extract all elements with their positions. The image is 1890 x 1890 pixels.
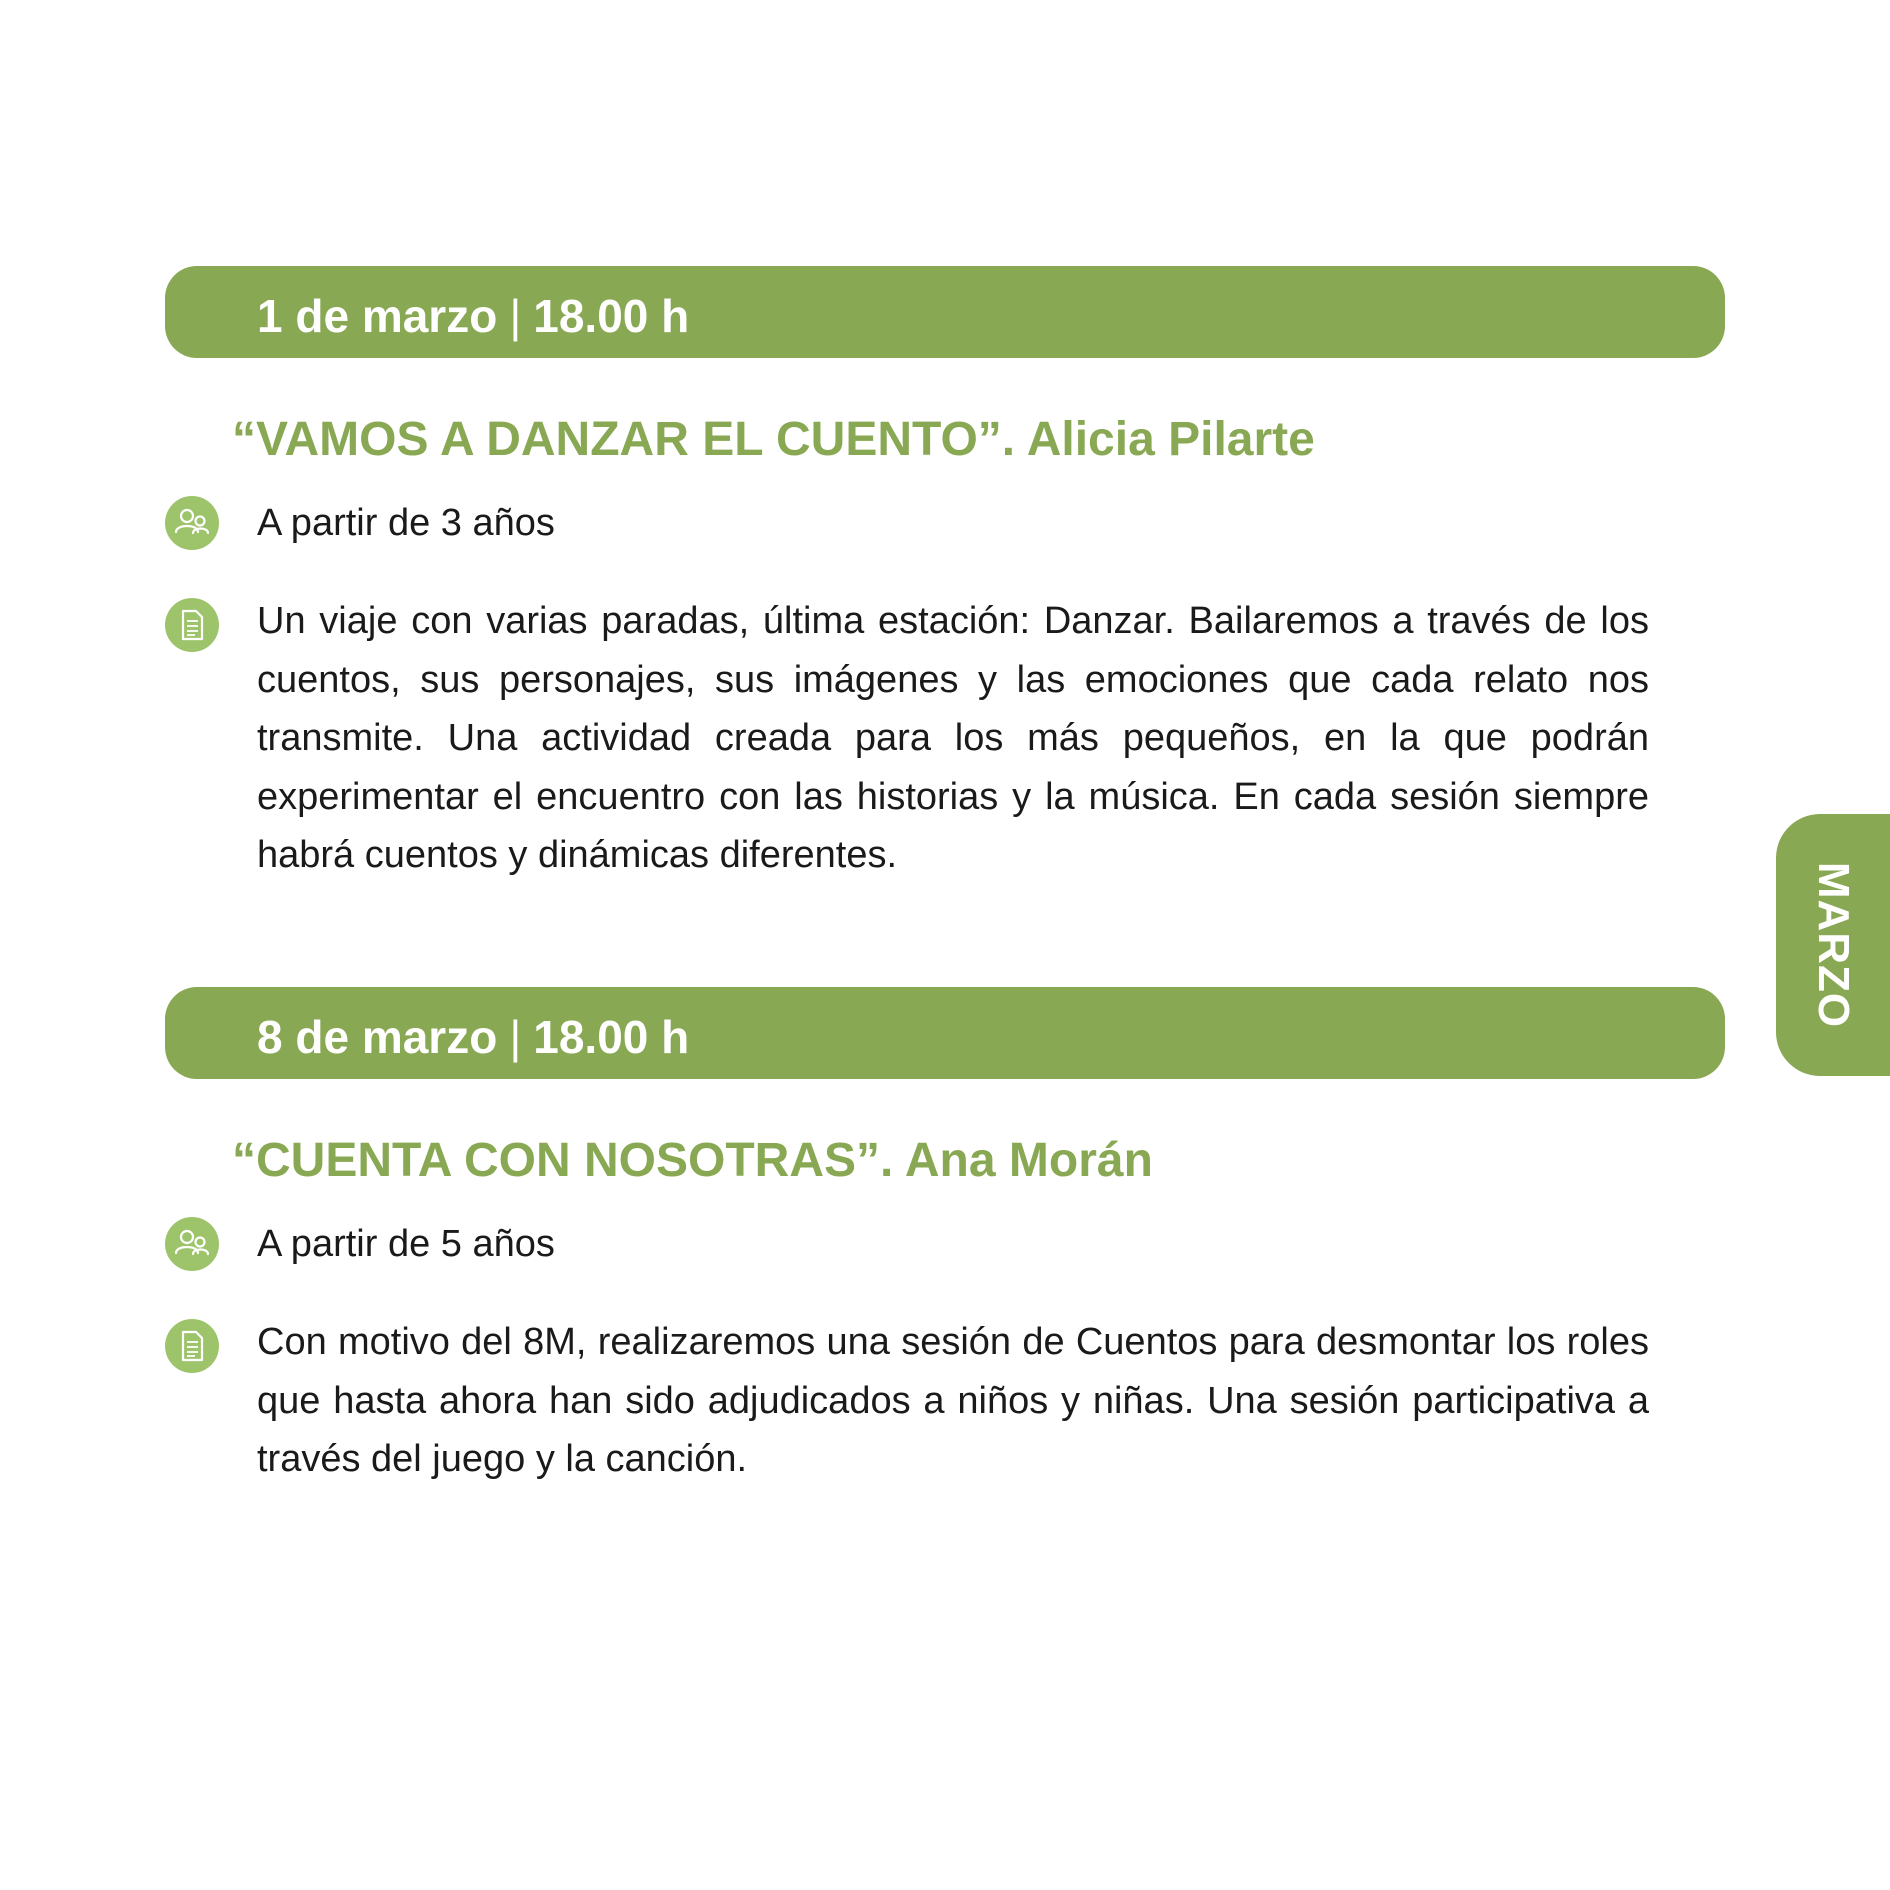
date-time-label (257, 987, 689, 1079)
event-description: Con motivo del 8M, realizaremos una sesión de Cuentos para desmontar los roles que hasta ahora han sido adjudicados a niños y niñas. Una sesión participativa a través del juego y la canción. (257, 1321, 1649, 1480)
date-separator: | (509, 290, 522, 342)
people-icon (165, 496, 219, 550)
month-label: MARZO (1809, 861, 1858, 1029)
document-icon (165, 1319, 219, 1373)
event-time: 18.00 h (533, 290, 690, 342)
date-separator: | (509, 1011, 522, 1063)
age-requirement: A partir de 5 años (257, 1223, 555, 1265)
event-description: Un viaje con varias paradas, última estación: Danzar. Bailaremos a través de los cuentos, sus personajes, sus imágenes y las emociones que cada relato nos transmite. Una actividad creada para los más pequeños, en la que podrán experimentar el encuentro con las historias y la música. En cada sesión siempre habrá cuentos y dinámicas diferentes. (257, 600, 1649, 876)
people-icon (165, 1217, 219, 1271)
date-bar (165, 266, 1725, 358)
month-tab (1776, 814, 1890, 1076)
document-icon (165, 598, 219, 652)
event-date: 1 de marzo (257, 290, 498, 342)
event-time: 18.00 h (533, 1011, 690, 1063)
event-date: 8 de marzo (257, 1011, 498, 1063)
event-title: “CUENTA CON NOSOTRAS”. Ana Morán (232, 1134, 1153, 1187)
date-time-label (257, 266, 689, 358)
date-bar (165, 987, 1725, 1079)
age-requirement: A partir de 3 años (257, 502, 555, 544)
event-title: “VAMOS A DANZAR EL CUENTO”. Alicia Pilarte (232, 413, 1315, 466)
